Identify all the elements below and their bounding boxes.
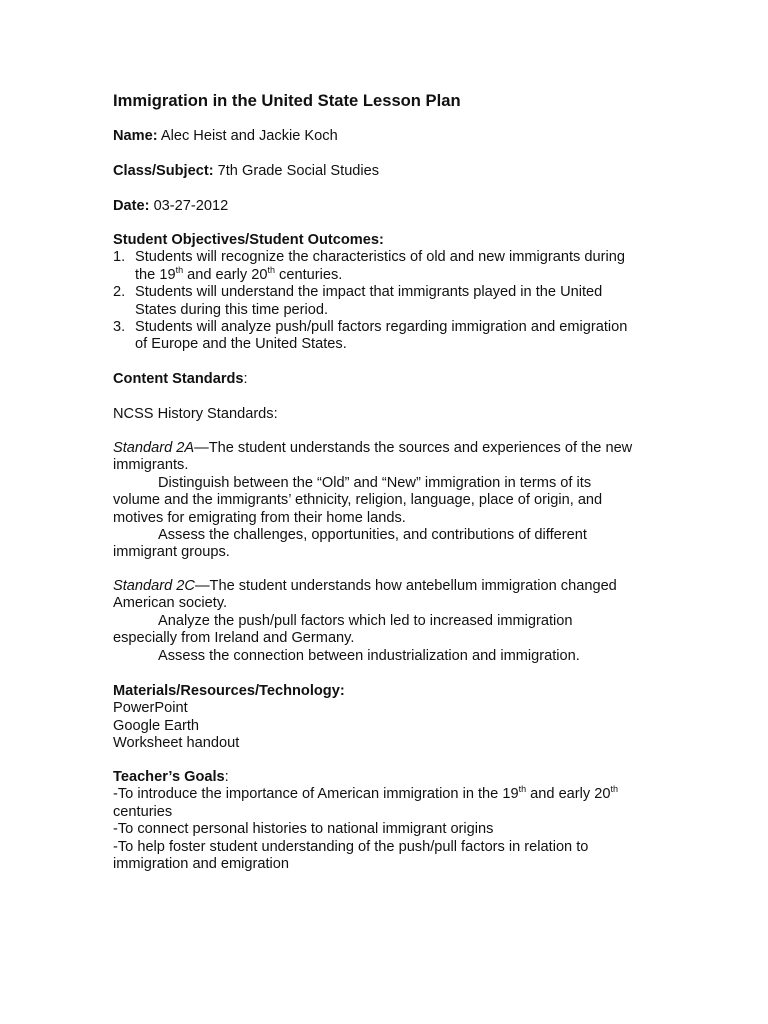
objective-line: Students will recognize the characteristics of old and new immigrants during — [135, 249, 625, 266]
objective-line: the 19th and early 20th centuries. — [135, 264, 343, 283]
goal-line: -To introduce the importance of American immigration in the 19th and early 20th — [113, 784, 619, 803]
class-subject-field — [113, 163, 673, 180]
class-subject-label: Class/Subject: — [113, 163, 214, 179]
list-item: Google Earth — [113, 717, 199, 734]
content-standards-heading: Content Standards: — [113, 371, 248, 387]
standard-2c: Standard 2C—The student understands how antebellum immigration changed American society. Analyze the push/pull factors which led to increased immigration especially from Ireland and Germany. Assess the connection between industrialization and immigration. — [113, 578, 673, 665]
list-number: 3. — [113, 319, 126, 336]
list-item — [113, 249, 673, 284]
list-item: PowerPoint — [113, 700, 188, 717]
objective-line: Students will understand the impact that immigrants played in the United — [135, 284, 603, 301]
objectives-list — [113, 249, 673, 353]
goals-heading: Teacher’s Goals: — [113, 769, 229, 785]
goal-line: immigration and emigration — [113, 856, 290, 873]
class-subject-value: 7th Grade Social Studies — [217, 163, 380, 179]
ncss-label: NCSS History Standards: — [113, 406, 278, 422]
list-item — [113, 319, 673, 354]
goal-line: centuries — [113, 803, 173, 820]
date-field — [113, 198, 673, 215]
materials-heading: Materials/Resources/Technology: — [113, 683, 345, 699]
list-number: 1. — [113, 249, 126, 266]
objectives-heading: Student Objectives/Student Outcomes: — [113, 232, 384, 248]
objective-line: States during this time period. — [135, 301, 329, 318]
list-item — [113, 284, 673, 319]
date-label: Date: — [113, 198, 150, 214]
objective-line: Students will analyze push/pull factors regarding immigration and emigration — [135, 319, 628, 336]
date-value: 03-27-2012 — [153, 198, 229, 214]
list-item: Worksheet handout — [113, 735, 240, 752]
name-label: Name: — [113, 128, 158, 144]
goal-line: -To help foster student understanding of the push/pull factors in relation to — [113, 838, 589, 855]
standard-2a: Standard 2A—The student understands the sources and experiences of the new immigrants. Distinguish between the “Old” and “New” immigration in terms of its volume and the immigrants’ ethnicity, religion, language, place of origin, and motives for emigrating from their home lands. Assess the challenges, opportunities, and contributions of different immigrant groups. — [113, 440, 673, 562]
standard-2c-line: Standard 2C—The student understands how antebellum immigration changed — [113, 578, 617, 594]
name-value: Alec Heist and Jackie Koch — [160, 128, 338, 144]
name-field — [113, 128, 673, 145]
page-title: Immigration in the United State Lesson Plan — [113, 91, 461, 110]
objectives-section — [113, 232, 673, 354]
standard-2a-line: Standard 2A—The student understands the sources and experiences of the new — [113, 440, 633, 456]
materials-section — [113, 683, 673, 753]
goal-line: -To connect personal histories to national immigrant origins — [113, 821, 494, 838]
list-number: 2. — [113, 284, 126, 301]
objective-line: of Europe and the United States. — [135, 336, 347, 353]
teachers-goals — [113, 769, 673, 873]
